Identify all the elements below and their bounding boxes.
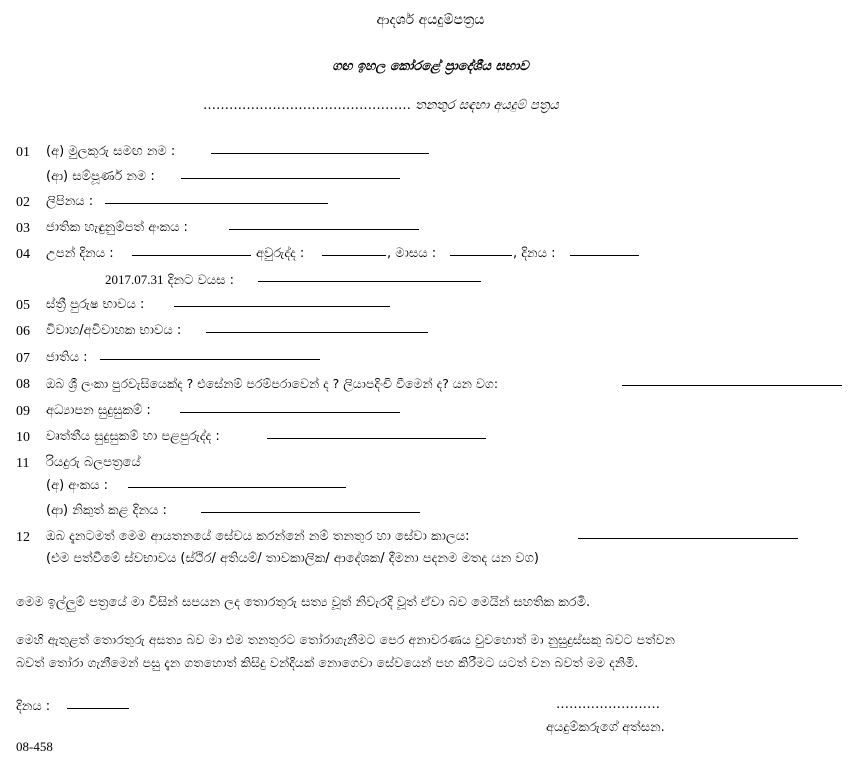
item-number-03: 03 (16, 221, 30, 236)
age-label: දිනට වයස : (167, 273, 235, 288)
item-number-09: 09 (16, 404, 30, 419)
item-number-12: 12 (16, 530, 30, 545)
initials-name-field[interactable] (211, 153, 429, 154)
item-number-07: 07 (16, 351, 30, 366)
form-code: 08-458 (16, 739, 53, 754)
education-label: අධ්‍යාපන සුදුසුකම් : (46, 403, 151, 418)
birth-day-field[interactable] (570, 255, 639, 256)
license-number-label: (අ) අංකය : (46, 478, 109, 493)
age-field[interactable] (258, 281, 481, 282)
license-issue-date-field[interactable] (201, 512, 420, 513)
initials-name-label: (අ) මුලකුරු සමඟ නම : (46, 144, 176, 159)
address-label: ලිපිනය : (46, 194, 94, 209)
professional-qualifications-field[interactable] (267, 438, 486, 439)
nationality-field[interactable] (100, 359, 320, 360)
signature-dots: …………………… (556, 697, 660, 712)
nic-field[interactable] (229, 229, 419, 230)
birth-date-field[interactable] (132, 255, 251, 256)
item-number-11: 11 (16, 456, 30, 471)
date-label: දිනය : (16, 699, 51, 714)
citizenship-field[interactable] (622, 385, 842, 386)
gender-label: ස්ත්‍රී පුරුෂ භාවය : (46, 297, 145, 312)
item-number-01: 01 (16, 145, 30, 160)
birth-day-label: , දිනය : (513, 246, 556, 261)
post-line (203, 98, 559, 114)
citizenship-label: ඔබ ශ්‍රී ලංකා පුරවැසියෙක්ද ? එසේනම් පරම්පරාවෙන් ද ? ලියාපදිංචි වීමෙන් ද? යන වග: (46, 376, 499, 391)
professional-qualifications-label: වෘත්තීය සුදුසුකම් හා පළපුරුද්ද : (46, 429, 220, 444)
age-date: 2017.07.31 (105, 272, 164, 287)
appointment-nature-note: (එම පත්වීමේ ස්වභාවය (ස්ථිර/ අතියම්/ තාවකාලික/ ආදේශක/ දීමනා පදනම මතද යන වග) (46, 551, 539, 566)
date-field[interactable] (67, 708, 129, 709)
birth-year-label: අවුරුද්ද : (256, 246, 305, 261)
form-title: ආදර්ශ අයදුම්පත්‍රය (376, 12, 485, 28)
driving-license-label: රියදුරු බලපත්‍රයේ (46, 455, 141, 470)
nic-label: ජාතික හැඳුනුම්පත් අංකය : (46, 220, 188, 235)
signature-label: අයදුම්කරුගේ අත්සන. (546, 720, 665, 735)
age-line (105, 272, 234, 289)
post-text: තනතුර සඳහා අයදුම් පත්‍රය (415, 98, 559, 113)
birth-month-label: , මාසය : (387, 246, 437, 261)
declaration-certify: මෙම ඉල්ලුම් පත්‍රයේ මා විසින් සපයන ලද තොරතුරු සත්‍ය වූත් නිවැරදි වූත් ඒවා බව මෙයින් සහතික කරමි. (16, 595, 591, 610)
item-number-06: 06 (16, 324, 30, 339)
item-number-02: 02 (16, 195, 30, 210)
full-name-label: (ආ) සම්පූර්ණ නම : (46, 169, 155, 184)
marital-status-field[interactable] (206, 332, 428, 333)
education-field[interactable] (180, 412, 400, 413)
item-number-08: 08 (16, 377, 30, 392)
birth-year-field[interactable] (322, 255, 386, 256)
declaration-disqualify-line2: බවත් තෝරා ගැනීමෙන් පසු දැන ගතහොත් කිසිදු වන්දියක් නොගෙවා සේවයෙන් පහ කිරීමට යටත් වන බවත් මම දනිමි. (16, 655, 639, 670)
nationality-label: ජාතිය : (46, 350, 88, 365)
item-number-10: 10 (16, 430, 30, 445)
marital-status-label: විවාහ/අවිවාහක භාවය : (46, 323, 182, 338)
license-number-field[interactable] (128, 487, 346, 488)
license-issue-date-label: (ආ) නිකුත් කළ දිනය : (46, 503, 167, 518)
birth-month-field[interactable] (450, 255, 512, 256)
gender-field[interactable] (174, 306, 390, 307)
current-service-field[interactable] (578, 538, 798, 539)
item-number-04: 04 (16, 247, 30, 262)
full-name-field[interactable] (181, 178, 400, 179)
post-dots: ………………………………………… (203, 98, 411, 113)
item-number-05: 05 (16, 298, 30, 313)
address-field[interactable] (105, 203, 328, 204)
declaration-disqualify-line1: මෙහි ඇතුළත් තොරතුරු අසත්‍ය බව මා එම තනතුරට තෝරාගැනීමට පෙර අනාවරණය වුවහොත් මා නුසුදුස්සකු බවට පත්වන (16, 632, 675, 647)
current-service-label: ඔබ දැනටමත් මෙම ආයතනයේ සේවය කරන්නේ නම් තනතුර හා සේවා කාලය: (46, 529, 470, 544)
birth-date-label: උපන් දිනය : (46, 246, 114, 261)
council-name: ගඟ ඉහල කෝරළේ ප්‍රාදේශීය සභාව (332, 59, 529, 74)
